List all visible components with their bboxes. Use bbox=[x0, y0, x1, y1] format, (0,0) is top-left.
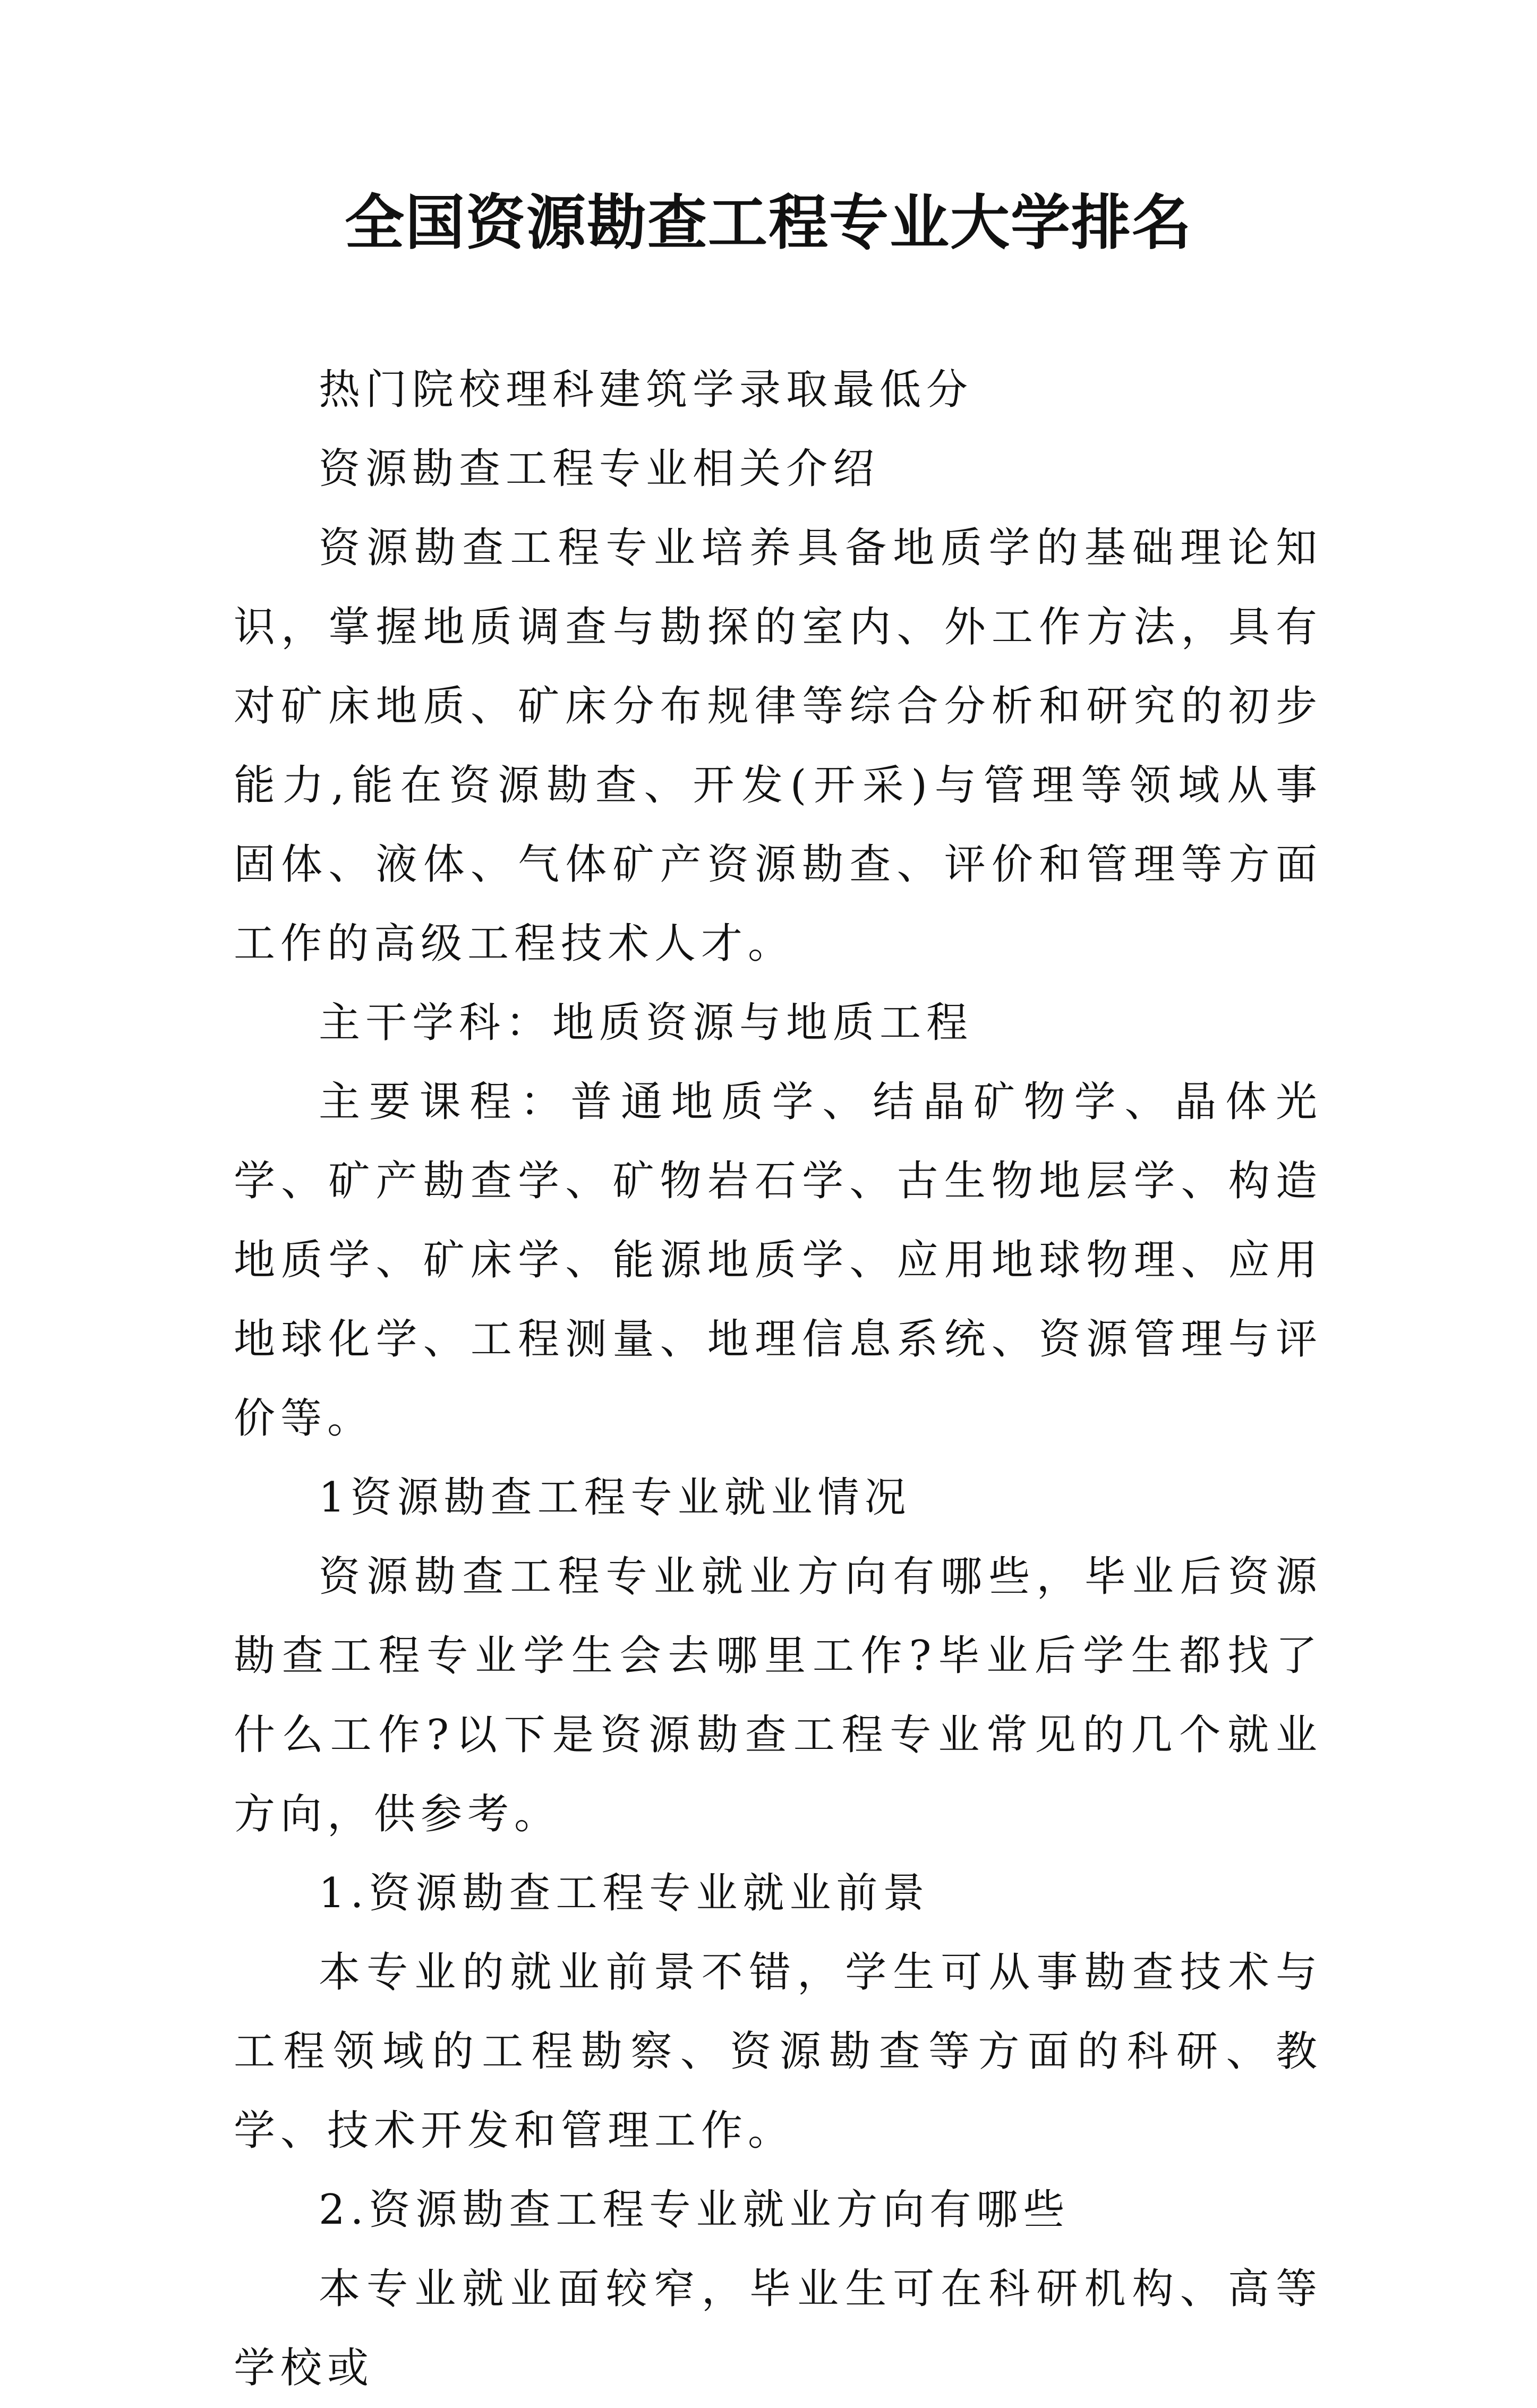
paragraph-main-discipline: 主干学科：地质资源与地质工程 bbox=[319, 999, 974, 1047]
document-body bbox=[234, 351, 1322, 2408]
paragraph-major-description: 资源勘查工程专业培养具备地质学的基础理论知识，掌握地质调查与勘探的室内、外工作方法，具有对矿床地质、矿床分布规律等综合分析和研究的初步能力,能在资源勘查、开发(开采)与管理等领域从事固体、液体、气体矿产资源勘查、评价和管理等方面工作的高级工程技术人才。 bbox=[234, 524, 1322, 968]
paragraph-prospects: 本专业的就业前景不错，学生可从事勘查技术与工程领域的工程勘察、资源勘查等方面的科研、教学、技术开发和管理工作。 bbox=[234, 1949, 1322, 2155]
paragraph-directions: 本专业就业面较窄，毕业生可在科研机构、高等学校或 bbox=[234, 2265, 1322, 2392]
paragraph-employment-intro: 资源勘查工程专业就业方向有哪些，毕业后资源勘查工程专业学生会去哪里工作?毕业后学生都找了什么工作?以下是资源勘查工程专业常见的几个就业方向，供参考。 bbox=[234, 1553, 1322, 1838]
paragraph-major-intro-heading: 资源勘查工程专业相关介绍 bbox=[319, 445, 880, 493]
paragraph-prospects-heading: 1.资源勘查工程专业就业前景 bbox=[319, 1869, 930, 1917]
paragraph-hot-schools: 热门院校理科建筑学录取最低分 bbox=[319, 366, 974, 414]
paragraph-directions-heading: 2.资源勘查工程专业就业方向有哪些 bbox=[319, 2186, 1070, 2234]
paragraph-employment-heading: 1资源勘查工程专业就业情况 bbox=[319, 1474, 911, 1522]
paragraph-main-courses: 主要课程：普通地质学、结晶矿物学、晶体光学、矿产勘查学、矿物岩石学、古生物地层学、构造地质学、矿床学、能源地质学、应用地球物理、应用地球化学、工程测量、地理信息系统、资源管理与评价等。 bbox=[234, 1078, 1322, 1442]
document-title: 全国资源勘查工程专业大学排名 bbox=[345, 189, 1192, 258]
